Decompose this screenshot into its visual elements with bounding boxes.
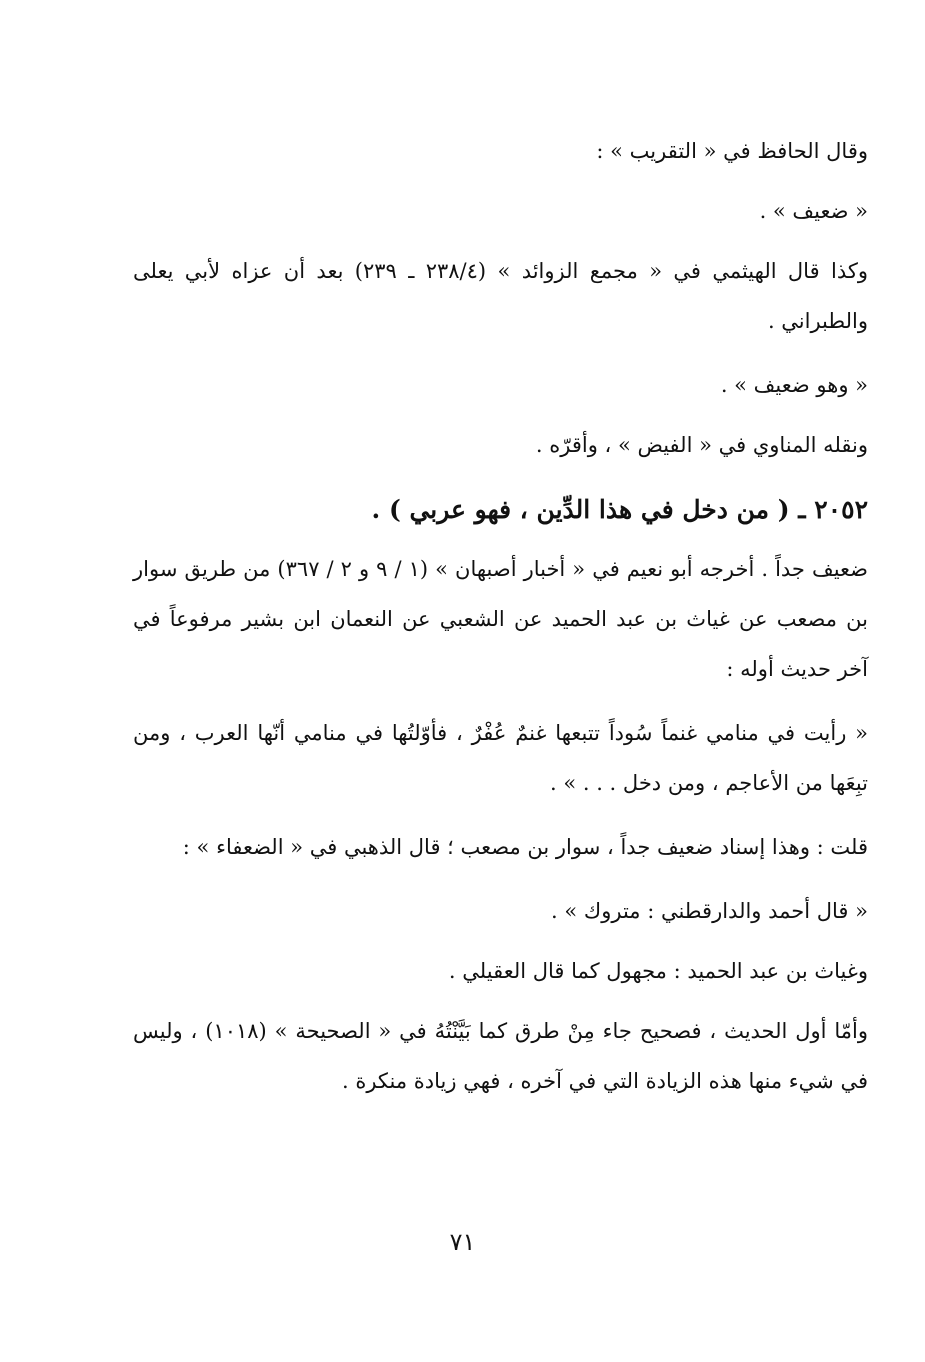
- paragraph: ضعيف جداً . أخرجه أبو نعيم في « أخبار أصبهان » (١ / ٩ و ٢ / ٣٦٧) من طريق سوار بن مصعب عن غياث بن عبد الحميد عن الشعبي عن النعمان ابن بشير مرفوعاً في آخر حديث أوله :: [133, 557, 868, 681]
- hadith-heading: ٢٠٥٢ ـ ( من دخل في هذا الدِّين ، فهو عربي ) .: [371, 495, 868, 524]
- paragraph: قلت : وهذا إسناد ضعيف جداً ، سوار بن مصعب ؛ قال الذهبي في « الضعفاء » :: [182, 835, 868, 859]
- paragraph: وغياث بن عبد الحميد : مجهول كما قال العقيلي .: [448, 959, 868, 983]
- paragraph: « وهو ضعيف » .: [720, 373, 868, 397]
- paragraph: « رأيت في منامي غنماً سُوداً تتبعها غنمٌ عُفْرٌ ، فأوّلتُها في منامي أنّها العرب ، ومن تبِعَها من الأعاجم ، ومن دخل . . . » .: [133, 721, 868, 795]
- paragraph: « ضعيف » .: [759, 199, 868, 223]
- page-text: [133, 126, 868, 1120]
- paragraph: ونقله المناوي في « الفيض » ، وأقرّه .: [535, 433, 868, 457]
- paragraph: وكذا قال الهيثمي في « مجمع الزوائد » (٢٣٨/٤ ـ ٢٣٩) بعد أن عزاه لأبي يعلى والطبراني .: [133, 259, 868, 333]
- paragraph: « قال أحمد والدارقطني : متروك » .: [551, 899, 868, 923]
- paragraph: وأمّا أول الحديث ، فصحيح جاء مِنْ طرق كما بَيَّنْتُهُ في « الصحيحة » (١٠١٨) ، وليس في شيء منها هذه الزيادة التي في آخره ، فهي زيادة منكرة .: [133, 1019, 868, 1093]
- page-number: ٧١: [449, 1228, 476, 1256]
- paragraph: وقال الحافظ في « التقريب » :: [596, 139, 868, 163]
